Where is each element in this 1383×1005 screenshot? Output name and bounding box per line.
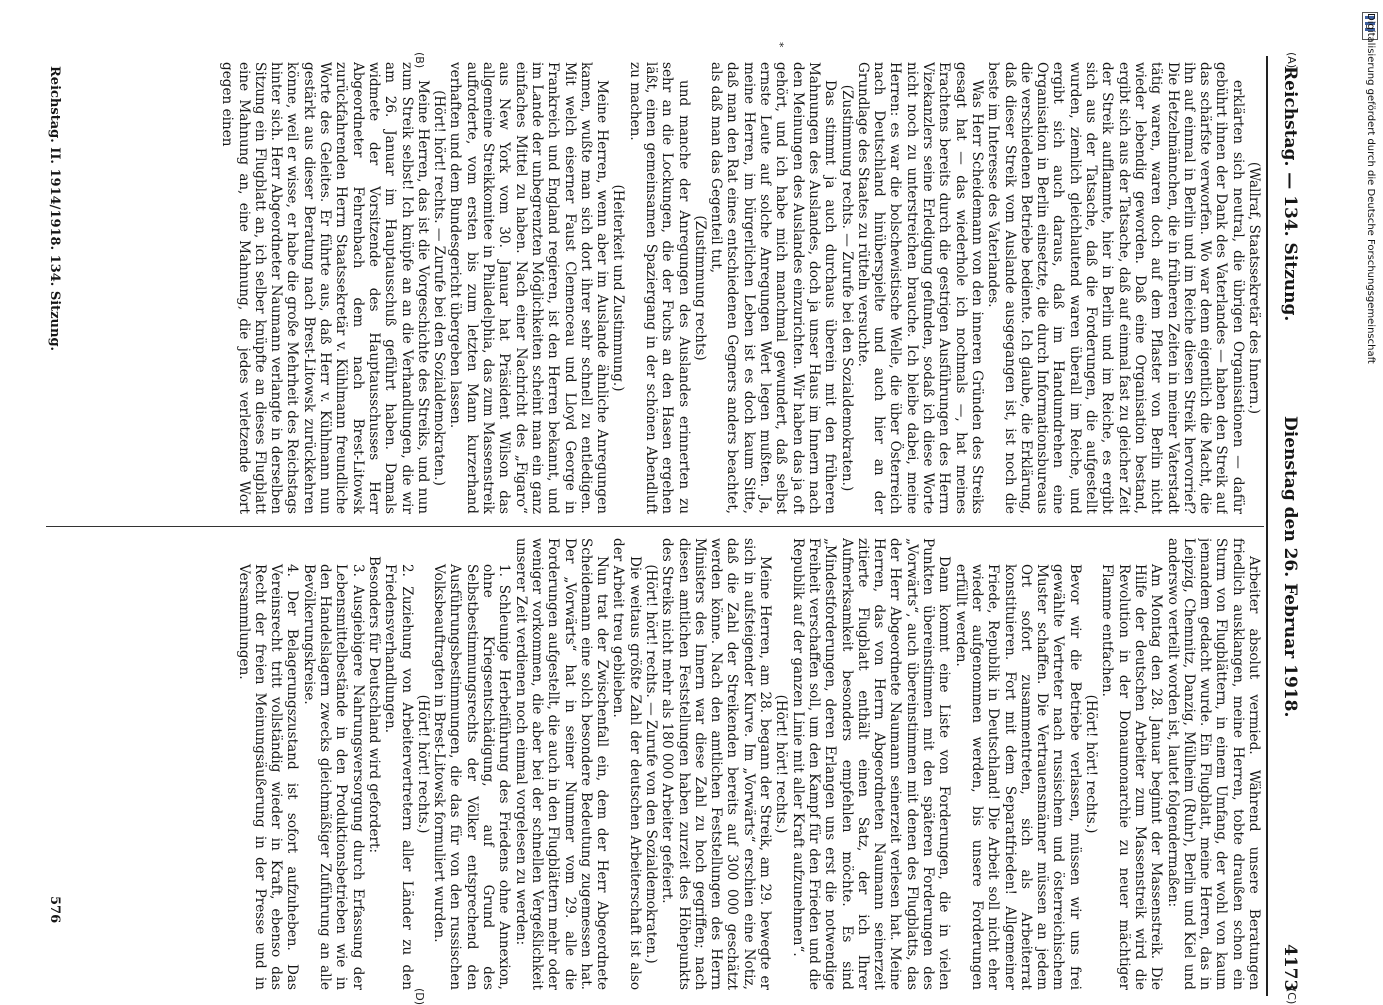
paragraph: Die weitaus größte Zahl der deutschen Arbeiterschaft ist also der Arbeit treu geblieben. [610,538,643,990]
interjection: (Hört! hört! rechts. — Zurufe bei den Sozialdemokraten.) [431,90,448,486]
paragraph: Nun trat der Zwischenfall ein, dem der Herr Abgeordnete Scheidemann eine solch besondere Bedeutung zugemessen hat. Der „Vorwärts“ hat in seiner Nummer vom 29. alle die Forderungen aufgestellt, die auch in den Flugblättern mehr oder weniger vorkommen, die aber bei der schnellen Vergeßlichkeit unserer Zeit verdienen noch einmal vorgelesen zu werden: [512,538,611,990]
header-date: Dienstag den 26. Februar 1918. [1280,416,1300,718]
speaker-line: (Wallraf, Staatssekretär des Innern.) [1246,161,1262,415]
column-divider [46,526,1264,527]
quote: Am Montag den 28. Januar beginnt der Massenstreik. Die Hilfe der deutschen Arbeiter zum Massenstreik wird die Revolution in der Donaumonarchie zu neuer mächtiger Flamme entfachen. [1099,564,1165,990]
interjection: (Hört! hört! rechts.) [773,694,790,834]
interjection: (Hört! hört! rechts. — Zurufe von den Sozialdemokraten.) [643,564,660,964]
header-rule [1266,56,1268,996]
interjection: (Heiterkeit und Zustimmung.) [610,184,627,392]
paragraph: Meine Herren, wenn aber im Auslande ähnliche Anregungen kamen, wußte man sich dort ihrer sehr schnell zu entledigen. Mit welch eiserner Faust Clemenceau und Lloyd George in Frankreich und England regieren, ist den Herren bekannt, und im Lande der unbegrenzten Möglichkeiten scheint man ein ganz einfaches Mittel zu haben. Nach einer Nachricht des „Figaro“ aus New York vom 30. Januar hat Präsident Wilson das allgemeine Streikkomitee in Philadelphia, das zum Massenstreik aufforderte, vom ersten bis zum letzten Mann kurzerhand verhaften und dem Bundesgericht übergeben lassen. [447,62,611,514]
margin-star: * [773,42,786,48]
footer-left: Reichstag. II. 1914/1918. 134. Sitzung. [47,66,62,352]
page-header [1272,56,1306,996]
paragraph: Das stimmt ja auch durchaus überein mit den früheren Mahnungen des Auslandes, doch ja unser Haus im Innern nach den Meinungen des Auslandes einzurichten. Wir haben das ja oft gehört, und ich habe mich manchmal gewundert, daß selbst ernste Leute auf solche Anregungen Wert legen mußten. Ja, meine Herren, im bürgerlichen Leben ist es doch kaum Sitte, daß man den Rat eines entschiedenen Gegners anders beachtet, als daß man das Gegenteil tut, [708,62,839,514]
margin-mark-a: (A) [1285,52,1298,69]
header-left: Reichstag. — 134. Sitzung. [1280,66,1300,322]
digitization-credit: Digitalisierung gefördert durch die Deutsche Forschungsgemeinschaft [1365,13,1376,364]
digitization-strip [1359,6,1381,996]
paragraph: Arbeiter absolut vermied. Während unsere Beratungen friedlich ausklangen, meine Herren, tobte draußen schon ein Sturm von Flugblättern, in einem Umfang, der wohl von kaum jemandem gedacht wurde. Ein Flugblatt, meine Herren, das in Leipzig, Chemnitz, Danzig, Mülheim (Ruhr), Berlin und Kiel und anderswo verteilt worden ist, lautet folgendermaßen: [1164,538,1262,990]
list-item: 2. Zuziehung von Arbeitervertretern aller Länder zu den Friedensverhandlungen. [382,564,415,990]
quote: Bevor wir die Betriebe verlassen, müssen wir uns frei gewählte Vertreter nach russischem und österreichischem Muster schaffen. Die Vertrauensmänner müssen an jedem Ort sofort zusammentreten, sich als Arbeiterrat konstituieren. Fort mit dem Separatfrieden! Allgemeiner Friede, Republik in Deutschland! Die Arbeit soll nicht eher wieder aufgenommen werden, bis unsere Forderungen erfüllt werden. [952,564,1083,990]
margin-mark-d: (D) [413,988,426,1005]
list-item: 4. Der Belagerungszustand ist sofort aufzuheben. Das Vereinsrecht tritt vollständig wieder in Kraft, ebenso das Recht der freien Meinungsäußerung in der Presse und in Versammlungen. [235,564,301,990]
paragraph: Besonders für Deutschland wird gefordert: [365,556,382,854]
paragraph: Dann kommt eine Liste von Forderungen, die in vielen Punkten übereinstimmen mit den späteren Forderungen des „Vorwärts“, auch übereinstimmen mit denen des Flugblatts, das der Herr Abgeordnete Naumann seinerzeit verlesen hat. Meine Herren, das von Herrn Abgeordneten Naumann seinerzeit zitierte Flugblatt enthält einen Satz, der ich Ihrer Aufmerksamkeit besonders empfehlen möchte. Es sind „Mindestforderungen, deren Erlangen uns erst die notwendige Freiheit verschaffen soll, um den Kampf für den Frieden und die Republik auf der ganzen Linie mit aller Kraft aufzunehmen“. [789,538,953,990]
list-item: 1. Schleunige Herbeiführung des Friedens ohne Annexion, ohne Kriegsentschädigung, auf Grund des Selbstbestimmungsrechts der Völker entsprechend den Ausführungsbestimmungen, die das für von den russischen Volksbeauftragten in Brest-Litowsk formuliert wurden. [431,564,513,990]
footer-sheet-number: 576 [47,896,62,924]
interjection: (Zustimmung rechts. — Zurufe bei den Sozialdemokraten.) [838,84,855,492]
interjection: (Hört! hört! rechts.) [414,694,431,834]
interjection: (Zustimmung rechts) [691,215,708,361]
margin-mark-b: (B) [413,52,426,69]
page-number: 4173 [1280,944,1300,992]
left-column [52,62,1262,514]
paragraph: und manche der Anregungen des Auslandes erinnerten zu sehr an die Lockungen, die der Fuchs an den Hasen ergehen läßt, einen gemeinsamen Spaziergang in der schönen Abendluft zu machen. [626,62,692,514]
paragraph: Meine Herren, am 28. begann der Streik, am 29. bewegte er sich in aufsteigender Kurve. Im „Vorwärts“ erschien eine Notiz, daß die Zahl der Streikenden bereits auf 300 000 geschätzt werden könne. Nach den amtlichen Feststellungen des Herrn Ministers des Innern war diese Zahl zu hoch gegriffen; nach diesen amtlichen Feststellungen haben zurzeit des Höhepunkts des Streiks nicht mehr als 180 000 Arbeiter gefeiert. [659,538,774,990]
interjection: (Hört! hört! rechts.) [1083,694,1100,834]
paragraph: erklärten sich neutral, die übrigen Organisationen — dafür gebührt ihnen der Dank des Vaterlandes — haben den Streik auf das schärfste verworfen. Wo war denn eigentlich die Macht, die ihn auf einmal in Berlin und im Reiche diesen Streik hervorrief? Die Hetzelmännchen, die in früheren Zeiten in meiner Vaterstadt tätig waren, waren doch auf dem Pflaster von Berlin nicht wieder lebendig geworden. Daß eine Organisation bestand, ergibt sich aus der Tatsache, daß auf einmal fast zu gleicher Zeit der Streik aufflammte, hier in Berlin und im Reiche, es ergibt sich aus der Tatsache, daß die Forderungen, die aufgestellt wurden, ziemlich gleichlautend waren überall im Reiche, und ergibt sich auch daraus, daß im Handumdrehen eine Organisation in Berlin einsetzte, die durch Informationsbureaus die verschiedenen Betriebe bediente. Ich glaube, die Erklärung, daß dieser Streik vom Auslande ausgegangen ist, ist noch die beste im Interesse des Vaterlandes. [985,62,1246,514]
right-column [52,538,1262,990]
list-item: 3. Ausgiebigere Nahrungsversorgung durch Erfassung der Lebensmittelbestände in den Produktionsbetrieben wie in den Handelslagern zwecks gleichmäßiger Zuführung an alle Bevölkerungskreise. [300,564,366,990]
newspaper-page [46,42,1306,1005]
paragraph: Was Herr Scheidemann von den inneren Gründen des Streiks gesagt hat — das wiederhole ich nochmals —, hat meines Erachtens bereits durch die gestrigen Ausführungen des Herrn Vizekanzlers seine Erledigung gefunden, sodaß ich diese Worte nicht noch zu unterstreichen brauche. Ich bleibe dabei, meine Herren: es war die bolschewistische Welle, die über Österreich nach Deutschland hinüberspielte und auch hier an der Grundlage des Staates zu rütteln versuchte. [854,62,985,514]
paragraph: Meine Herren, das ist die Vorgeschichte des Streiks, und nun zum Streik selbst! Ich knüpfe an an die Verhandlungen, die wir am 26. Januar im Hauptausschuß geführt haben. Damals widmete der Vorsitzende des Hauptausschusses Herr Abgeordneter Fehrenbach dem nach Brest-Litowsk zurückfahrenden Herrn Staatssekretär v. Kühlmann freundliche Worte des Geleites. Er führte aus, daß Herr v. Kühlmann nun gestärkt aus dieser Beratung nach Brest-Litowsk zurückkehren könne, weil er wisse, er habe die große Mehrheit des Reichstags hinter sich. Herr Abgeordneter Naumann verlangte in derselben Sitzung ein Flugblatt an, ich selber knüpfte an dieses Flugblatt eine Mahnung an, eine Mahnung, die jedes verletzende Wort gegen einen [219,62,431,514]
margin-mark-c: (C) [1285,988,1298,1005]
